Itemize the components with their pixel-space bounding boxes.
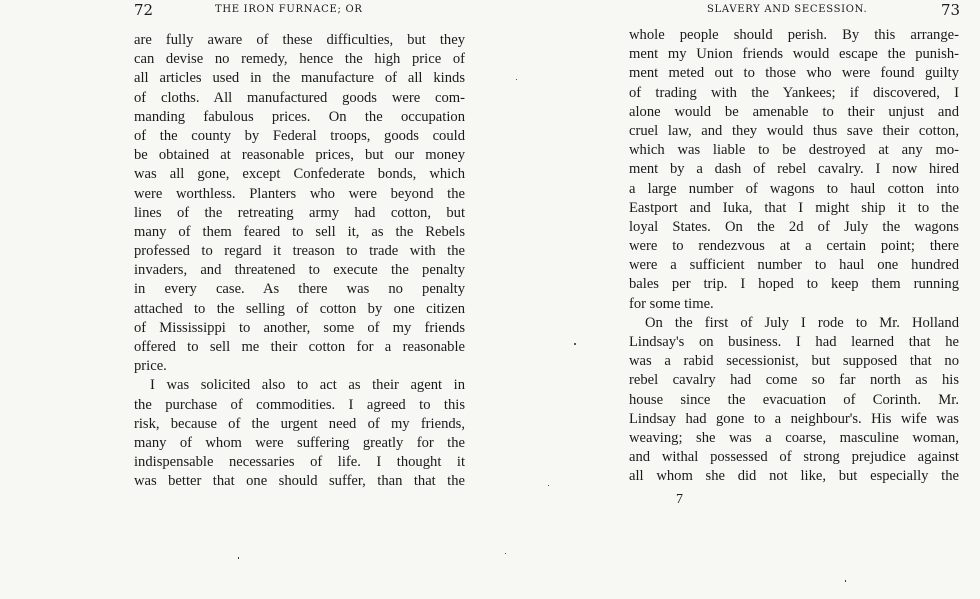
text-line: ment meted out to those who were found guilty — [629, 65, 959, 82]
text-line: be obtained at reasonable prices, but our money — [134, 147, 465, 164]
text-line: On the first of July I rode to Mr. Holland — [645, 314, 959, 331]
scan-speck — [505, 553, 506, 554]
text-line: house since the evacuation of Corinth. Mr. — [629, 391, 959, 408]
text-line: loyal States. On the 2d of July the wagons — [629, 218, 959, 235]
running-head: SLAVERY AND SECESSION. — [707, 4, 868, 15]
text-line: ment by a dash of rebel cavalry. I now hired — [629, 161, 959, 178]
text-line: the purchase of commodities. I agreed to this — [134, 396, 465, 413]
text-line: all articles used in the manufacture of all kinds — [134, 70, 465, 87]
text-line: a large number of wagons to haul cotton into — [629, 180, 959, 197]
scan-speck — [548, 485, 549, 486]
text-line: all whom she did not like, but especially the — [629, 468, 959, 485]
page-number: 72 — [134, 1, 154, 19]
text-line: was all gone, except Confederate bonds, which — [134, 166, 465, 183]
text-line: were worthless. Planters who were beyond the — [134, 185, 465, 202]
text-line: and withal possessed of strong prejudice against — [629, 449, 959, 466]
text-line: many of them feared to sell it, as the Rebels — [134, 223, 465, 240]
text-line: was better that one should suffer, than that the — [134, 473, 465, 490]
text-line: rebel cavalry had come so far north as his — [629, 372, 959, 389]
text-line: price. — [134, 358, 167, 375]
text-line: bales per trip. I hoped to keep them running — [629, 276, 959, 293]
running-head: THE IRON FURNACE; OR — [215, 4, 363, 15]
text-line: of the county by Federal troops, goods could — [134, 127, 465, 144]
scan-speck — [238, 557, 239, 559]
text-line: risk, because of the urgent need of my friends, — [134, 415, 465, 432]
text-line: professed to regard it treason to trade with the — [134, 243, 465, 260]
text-line: invaders, and threatened to execute the penalty — [134, 262, 465, 279]
page-number: 73 — [941, 1, 961, 19]
scan-speck — [516, 79, 517, 80]
text-line: whole people should perish. By this arrange- — [629, 27, 959, 43]
text-line: of cloths. All manufactured goods were com- — [134, 89, 465, 106]
text-line: indispensable necessaries of life. I thought it — [134, 454, 465, 471]
right-text-column — [629, 26, 959, 487]
text-line: alone would be amenable to their unjust and — [629, 103, 959, 120]
text-line: were a sufficient number to haul one hundred — [629, 257, 959, 274]
text-line: I was solicited also to act as their agent in — [150, 377, 465, 394]
text-line: which was liable to be destroyed at any mo- — [629, 142, 959, 159]
text-line: ment my Union friends would escape the punish- — [629, 46, 959, 63]
text-line: Lindsay's on business. I had learned that he — [629, 334, 959, 350]
text-line: many of whom were suffering greatly for the — [134, 434, 465, 451]
text-line: offered to sell me their cotton for a reasonable — [134, 339, 465, 355]
text-line: Eastport and Iuka, that I might ship it to the — [629, 199, 959, 216]
text-line: were to rendezvous at a certain point; there — [629, 238, 959, 255]
text-line: weaving; she was a coarse, masculine woman, — [629, 429, 959, 446]
text-line: for some time. — [629, 295, 714, 312]
text-line: manding fabulous prices. On the occupation — [134, 108, 465, 125]
text-line: attached to the selling of cotton by one citizen — [134, 300, 465, 317]
text-line: Lindsay had gone to a neighbour's. His wife was — [629, 410, 959, 427]
signature-mark: 7 — [676, 492, 683, 507]
left-text-column — [134, 31, 465, 492]
text-line: in every case. As there was no penalty — [134, 281, 465, 298]
text-line: of Mississippi to another, some of my friends — [134, 319, 465, 336]
text-line: are fully aware of these difficulties, but they — [134, 32, 465, 48]
text-line: cruel law, and they would thus save their cotton, — [629, 122, 959, 139]
scan-speck — [845, 580, 846, 582]
text-line: of trading with the Yankees; if discovered, I — [629, 84, 959, 101]
scan-speck — [574, 343, 576, 345]
text-line: was a rabid secessionist, but supposed that no — [629, 353, 959, 370]
text-line: can devise no remedy, hence the high price of — [134, 51, 465, 68]
text-line: lines of the retreating army had cotton, but — [134, 204, 465, 221]
